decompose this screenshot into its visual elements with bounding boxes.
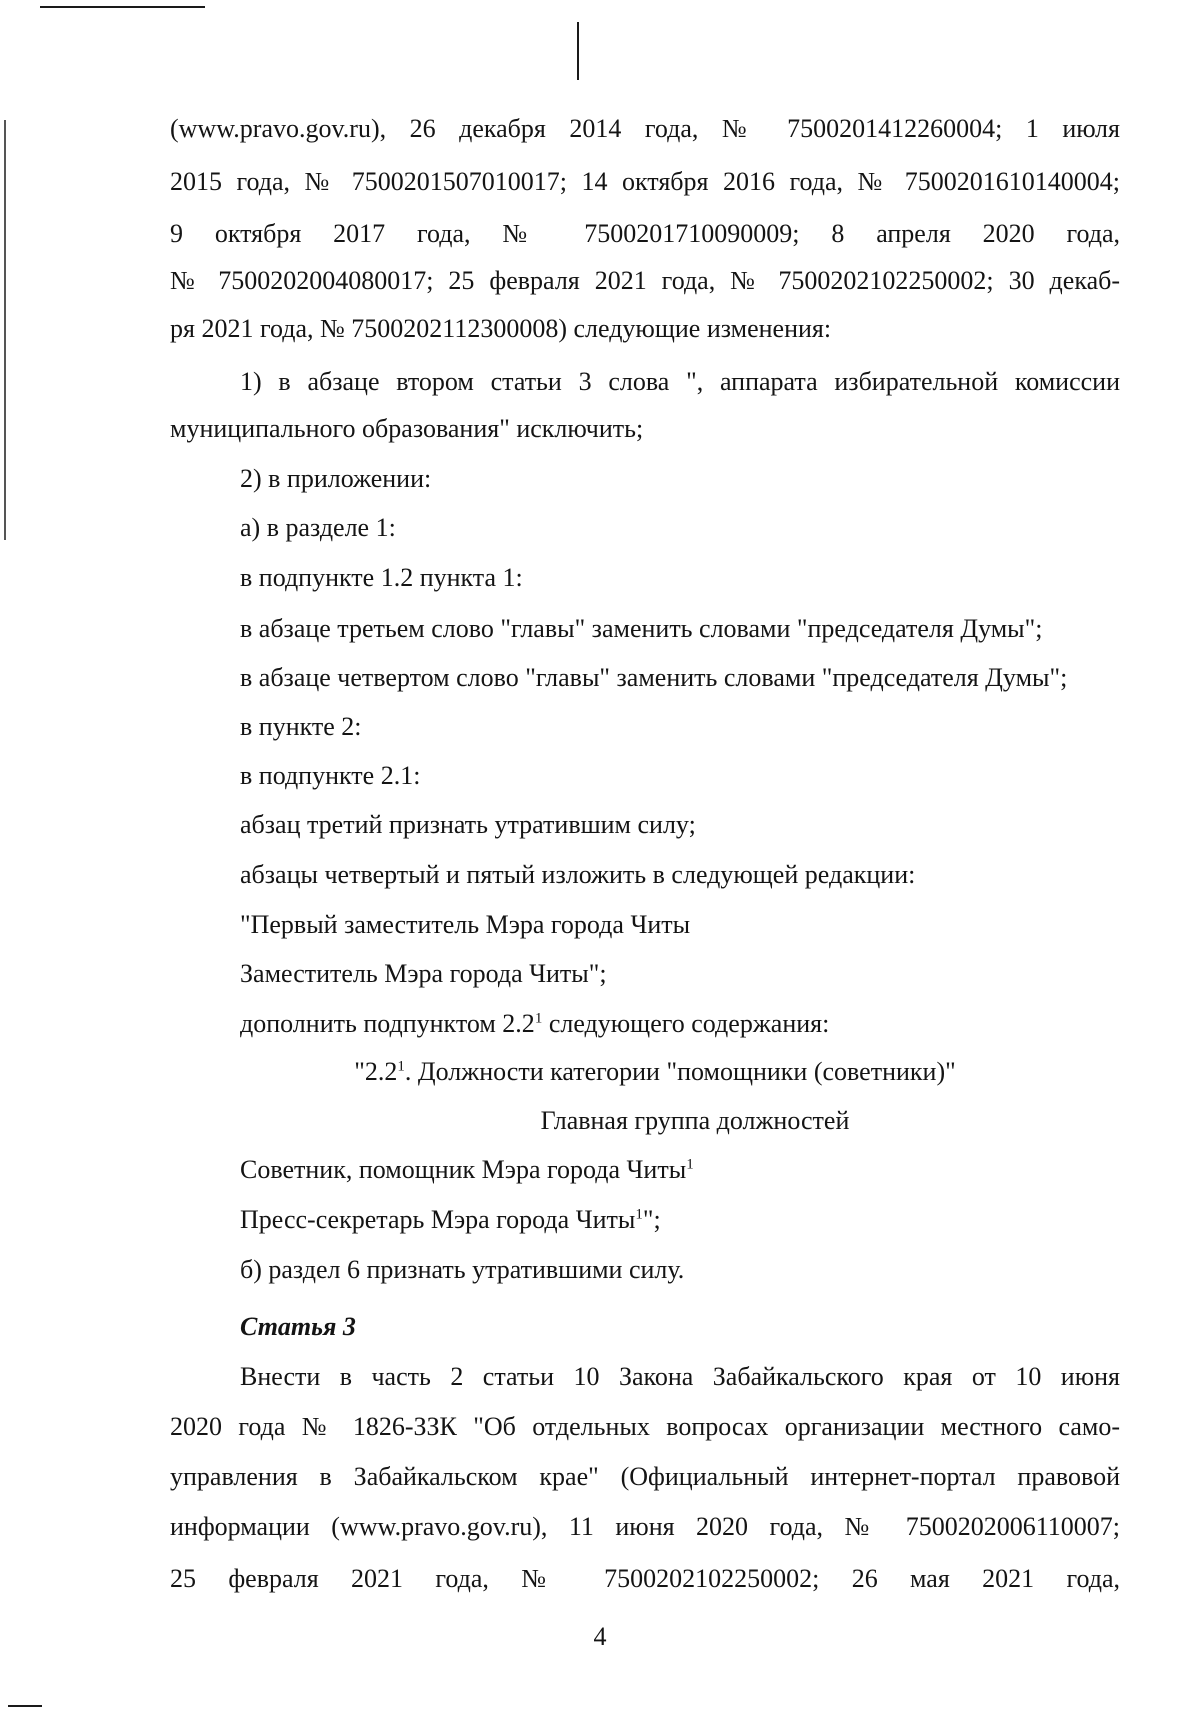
text-line-19 — [240, 1007, 829, 1041]
text-line-16: абзацы четвертый и пятый изложить в следующей редакции: — [240, 860, 916, 889]
text-line-17: "Первый заместитель Мэра города Читы — [240, 910, 691, 939]
text-line-8: 2) в приложении: — [240, 464, 432, 493]
superscript-1: 1 — [397, 1058, 405, 1075]
text-line-28: управления в Забайкальском крае" (Официальный интернет-портал правовой — [170, 1462, 1120, 1491]
text-line-30: 25 февраля 2021 года, № 7500202102250002; 26 мая 2021 года, — [170, 1564, 1120, 1593]
text-line-9: а) в разделе 1: — [240, 513, 396, 542]
scan-mark-left-edge — [4, 120, 6, 540]
text-line-13: в пункте 2: — [240, 712, 362, 741]
text-line-15: абзац третий признать утратившим силу; — [240, 810, 696, 839]
text-line-26: Внести в часть 2 статьи 10 Закона Забайкальского края от 10 июня — [240, 1362, 1120, 1391]
scan-mark-bottom-left — [8, 1705, 42, 1707]
text-line-22-main: Советник, помощник Мэра города Читы — [240, 1155, 687, 1184]
page-number: 4 — [593, 1622, 607, 1651]
scan-mark-top-center — [577, 22, 579, 80]
text-line-6: 1) в абзаце втором статьи 3 слова ", аппарата избирательной комиссии — [240, 367, 1120, 396]
text-line-14: в подпункте 2.1: — [240, 761, 421, 790]
text-line-19-main: дополнить подпунктом 2.2 — [240, 1009, 535, 1038]
text-line-4: № 7500202004080017; 25 февраля 2021 года, № 7500202102250002; 30 декаб- — [170, 266, 1120, 295]
text-line-20 — [180, 1055, 1130, 1089]
superscript-1: 1 — [686, 1156, 694, 1173]
superscript-1: 1 — [635, 1206, 643, 1223]
text-line-5: ря 2021 года, № 7500202112300008) следующие изменения: — [170, 314, 832, 343]
text-line-22 — [240, 1153, 694, 1187]
scan-mark-top-left — [40, 6, 205, 8]
text-line-11: в абзаце третьем слово "главы" заменить словами "председателя Думы"; — [240, 614, 1043, 643]
text-line-23 — [240, 1203, 661, 1237]
text-line-3: 9 октября 2017 года, № 7500201710090009; 8 апреля 2020 года, — [170, 219, 1120, 248]
article-heading: Статья 3 — [240, 1312, 356, 1341]
text-line-29: информации (www.pravo.gov.ru), 11 июня 2020 года, № 7500202006110007; — [170, 1512, 1120, 1541]
text-line-27: 2020 года № 1826-ЗЗК "Об отдельных вопросах организации местного само- — [170, 1412, 1120, 1441]
text-line-24: б) раздел 6 признать утратившими силу. — [240, 1255, 685, 1284]
text-line-21: Главная группа должностей — [540, 1106, 850, 1135]
text-line-12: в абзаце четвертом слово "главы" заменить словами "председателя Думы"; — [240, 663, 1068, 692]
text-line-10: в подпункте 1.2 пункта 1: — [240, 563, 523, 592]
text-line-18: Заместитель Мэра города Читы"; — [240, 959, 607, 988]
text-line-23-tail: "; — [642, 1205, 661, 1234]
text-line-20-main: "2.2 — [354, 1057, 398, 1086]
text-line-7: муниципального образования" исключить; — [170, 414, 644, 443]
superscript-1: 1 — [534, 1010, 543, 1027]
text-line-2: 2015 года, № 7500201507010017; 14 октября 2016 года, № 7500201610140004; — [170, 167, 1120, 196]
text-line-19-tail: следующего содержания: — [542, 1009, 830, 1038]
text-line-23-main: Пресс-секретарь Мэра города Читы — [240, 1205, 636, 1234]
text-line-20-tail: . Должности категории "помощники (советники)" — [404, 1057, 956, 1086]
text-line-1: (www.pravo.gov.ru), 26 декабря 2014 года, № 7500201412260004; 1 июля — [170, 114, 1120, 143]
